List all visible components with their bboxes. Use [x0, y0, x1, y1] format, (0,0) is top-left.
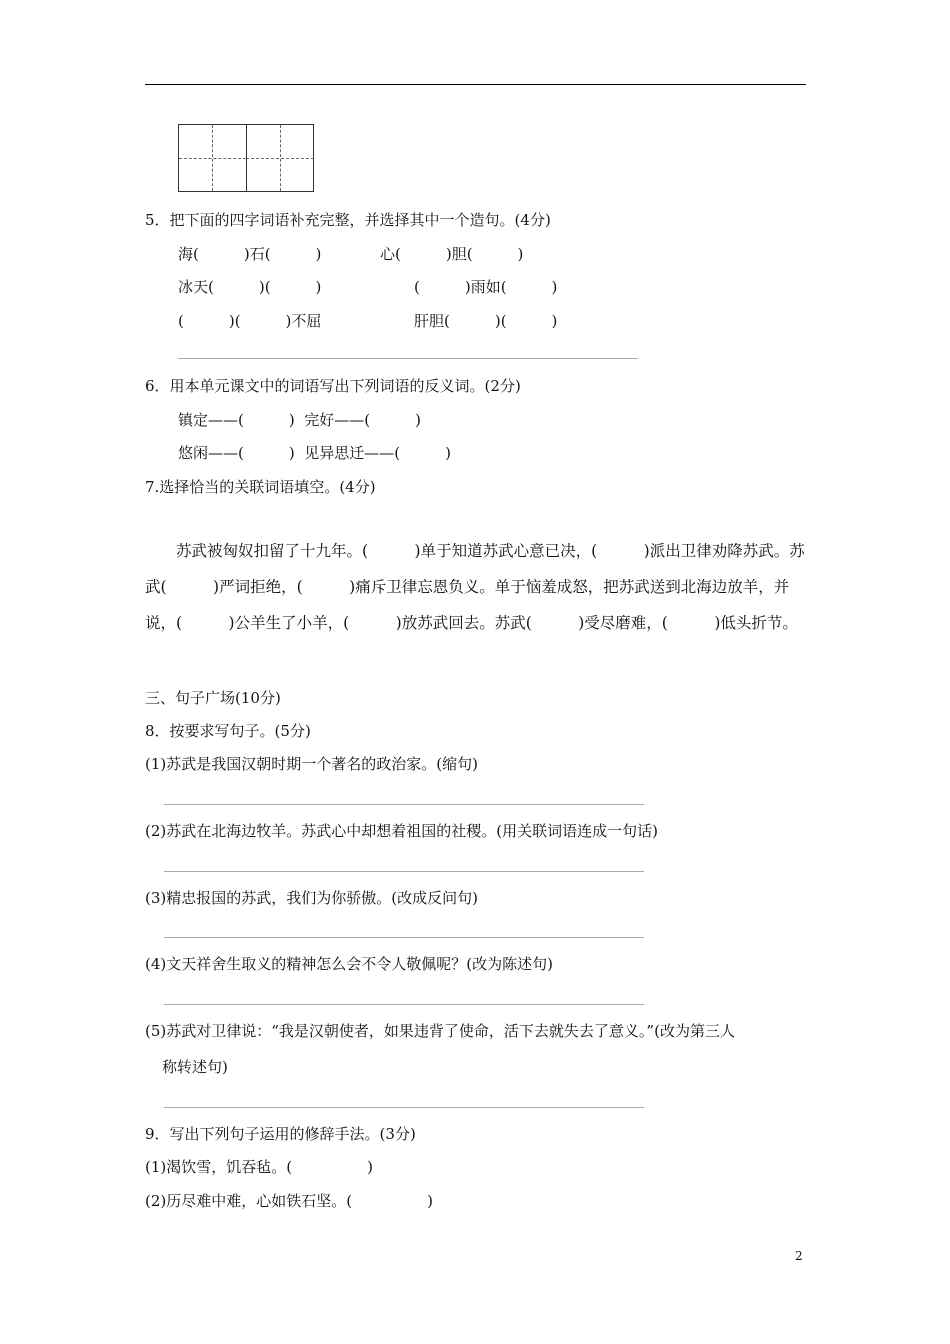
q8-item: (5)苏武对卫律说：“我是汉朝使者，如果违背了使命，活下去就失去了意义。”(改为第三人	[145, 1022, 735, 1040]
header-rule	[145, 84, 806, 85]
q5-title: 5．把下面的四字词语补充完整，并选择其中一个造句。(4分)	[145, 211, 551, 229]
q5-blank: 冰天( )( )	[178, 278, 322, 296]
page-number: 2	[795, 1249, 803, 1263]
q9-item: (2)历尽难中难，心如铁石坚。( )	[145, 1192, 433, 1210]
q5-blank: 心( )胆( )	[380, 245, 524, 263]
answer-line	[164, 1004, 644, 1005]
writing-grid	[178, 124, 314, 192]
grid-cell	[246, 125, 314, 191]
q5-blank: ( )( )不屈	[178, 312, 322, 330]
answer-line	[178, 358, 638, 359]
answer-line	[164, 871, 644, 872]
q6-title: 6．用本单元课文中的词语写出下列词语的反义词。(2分)	[145, 377, 521, 395]
grid-cell	[179, 125, 247, 191]
q9-title: 9．写出下列句子运用的修辞手法。(3分)	[145, 1125, 416, 1143]
q8-item-continued: 称转述句)	[162, 1058, 228, 1076]
q7-title: 7.选择恰当的关联词语填空。(4分)	[145, 478, 376, 496]
q5-blank: 海( )石( )	[178, 245, 322, 263]
q6-row: 镇定——( ) 完好——( )	[178, 411, 421, 429]
q8-title: 8．按要求写句子。(5分)	[145, 722, 311, 740]
q8-item: (4)文天祥舍生取义的精神怎么会不令人敬佩呢？(改为陈述句)	[145, 955, 553, 973]
q8-item: (3)精忠报国的苏武，我们为你骄傲。(改成反问句)	[145, 889, 478, 907]
q6-row: 悠闲——( ) 见异思迁——( )	[178, 444, 451, 462]
q5-blank: ( )雨如( )	[414, 278, 558, 296]
answer-line	[164, 804, 644, 805]
answer-line	[164, 1107, 644, 1108]
answer-line	[164, 937, 644, 938]
q8-item: (2)苏武在北海边牧羊。苏武心中却想着祖国的社稷。(用关联词语连成一句话)	[145, 822, 658, 840]
section-heading: 三、句子广场(10分)	[145, 689, 281, 707]
q7-paragraph: 苏武被匈奴扣留了十九年。( )单于知道苏武心意已决，( )派出卫律劝降苏武。苏武( )严词拒绝，( )痛斥卫律忘恩负义。单于恼羞成怒，把苏武送到北海边放羊，并说，( )公羊生了小羊，( )放苏武回去。苏武( )受尽磨难，( )低头折节。	[145, 542, 805, 632]
q5-blank: 肝胆( )( )	[414, 312, 558, 330]
q9-item: (1)渴饮雪，饥吞毡。( )	[145, 1158, 373, 1176]
q8-item: (1)苏武是我国汉朝时期一个著名的政治家。(缩句)	[145, 755, 478, 773]
